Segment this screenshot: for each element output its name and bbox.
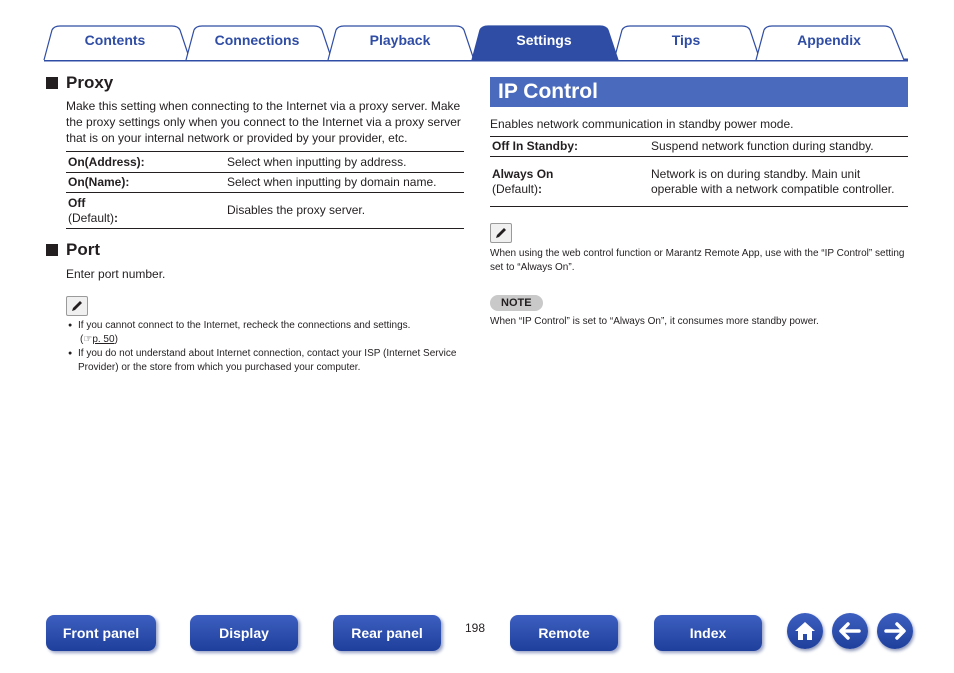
option-colon: : (114, 210, 119, 225)
option-desc: Network is on during standby. Main unit operable with a network compatible controller. (649, 157, 908, 207)
option-default: (Default) (492, 181, 539, 196)
display-button[interactable]: Display (190, 615, 298, 651)
option-name: On(Name): (66, 173, 225, 193)
back-arrow-icon[interactable] (832, 613, 868, 649)
port-description: Enter port number. (66, 267, 166, 281)
port-heading-text: Port (66, 240, 100, 259)
tab-contents[interactable]: Contents (84, 32, 146, 48)
forward-arrow-icon[interactable] (877, 613, 913, 649)
section-square-icon (46, 244, 58, 256)
option-name (66, 193, 225, 229)
option-name: Off In Standby: (490, 137, 649, 157)
reference-hand-icon: ☞ (83, 334, 93, 345)
tab-settings[interactable]: Settings (516, 32, 572, 48)
tab-shapes (0, 0, 954, 62)
note-text: When “IP Control” is set to “Always On”, it consumes more standby power. (490, 316, 819, 327)
remote-button[interactable]: Remote (510, 615, 618, 651)
tab-appendix[interactable]: Appendix (797, 32, 861, 48)
home-icon[interactable] (787, 613, 823, 649)
pencil-memo-icon (66, 296, 88, 316)
port-heading (46, 239, 464, 261)
proxy-heading-text: Proxy (66, 73, 114, 92)
rear-panel-button[interactable]: Rear panel (333, 615, 441, 651)
proxy-heading (46, 72, 464, 94)
note-ref (78, 334, 118, 345)
left-column (46, 72, 464, 375)
option-desc: Select when inputting by address. (225, 152, 464, 173)
note-block (490, 291, 908, 329)
table-row (66, 173, 464, 193)
table-row (490, 157, 908, 207)
proxy-options-table (66, 151, 464, 229)
option-default: (Default) (68, 210, 115, 225)
table-row (490, 137, 908, 157)
ip-control-options-table (490, 136, 908, 207)
option-desc: Select when inputting by domain name. (225, 173, 464, 193)
list-item (66, 319, 464, 347)
tab-bar (0, 0, 954, 62)
option-name-main: Off (68, 195, 86, 210)
option-name-main: Always On (492, 166, 554, 181)
page-number: 198 (465, 621, 486, 635)
memo-text: When using the web control function or Marantz Remote App, use with the “IP Control” setting set to “Always On”. (490, 248, 905, 273)
tab-tips[interactable]: Tips (671, 32, 701, 48)
ip-control-description: Enables network communication in standby power mode. (490, 117, 794, 131)
option-name (490, 157, 649, 207)
port-notes (66, 319, 464, 375)
ref-open: ( (80, 334, 84, 345)
note-text: If you cannot connect to the Internet, recheck the connections and settings. (78, 320, 411, 331)
option-name-sub (68, 211, 223, 226)
option-colon: : (538, 181, 543, 196)
pencil-memo-icon (490, 223, 512, 243)
option-desc: Suspend network function during standby. (649, 137, 908, 157)
page-ref-link[interactable]: p. 50 (92, 334, 115, 345)
page-title: IP Control (490, 77, 908, 107)
proxy-description: Make this setting when connecting to the Internet via a proxy server. Make the proxy settings only when you connect to the Internet via a proxy server that is on your internal network or provided by your provider, etc. (66, 99, 461, 145)
tab-playback[interactable]: Playback (369, 32, 431, 48)
tab-connections[interactable]: Connections (214, 32, 300, 48)
option-name-sub (492, 182, 647, 197)
table-row (66, 152, 464, 173)
section-square-icon (46, 77, 58, 89)
ref-close: ) (114, 334, 118, 345)
option-desc: Disables the proxy server. (225, 193, 464, 229)
front-panel-button[interactable]: Front panel (46, 615, 156, 651)
index-button[interactable]: Index (654, 615, 762, 651)
note-badge: NOTE (490, 295, 543, 311)
right-column (490, 72, 908, 329)
table-row (66, 193, 464, 229)
list-item: ● If you do not understand about Internet connection, contact your ISP (Internet Service Provider) or the store from which you purchased your computer. (66, 347, 464, 375)
option-name: On(Address): (66, 152, 225, 173)
